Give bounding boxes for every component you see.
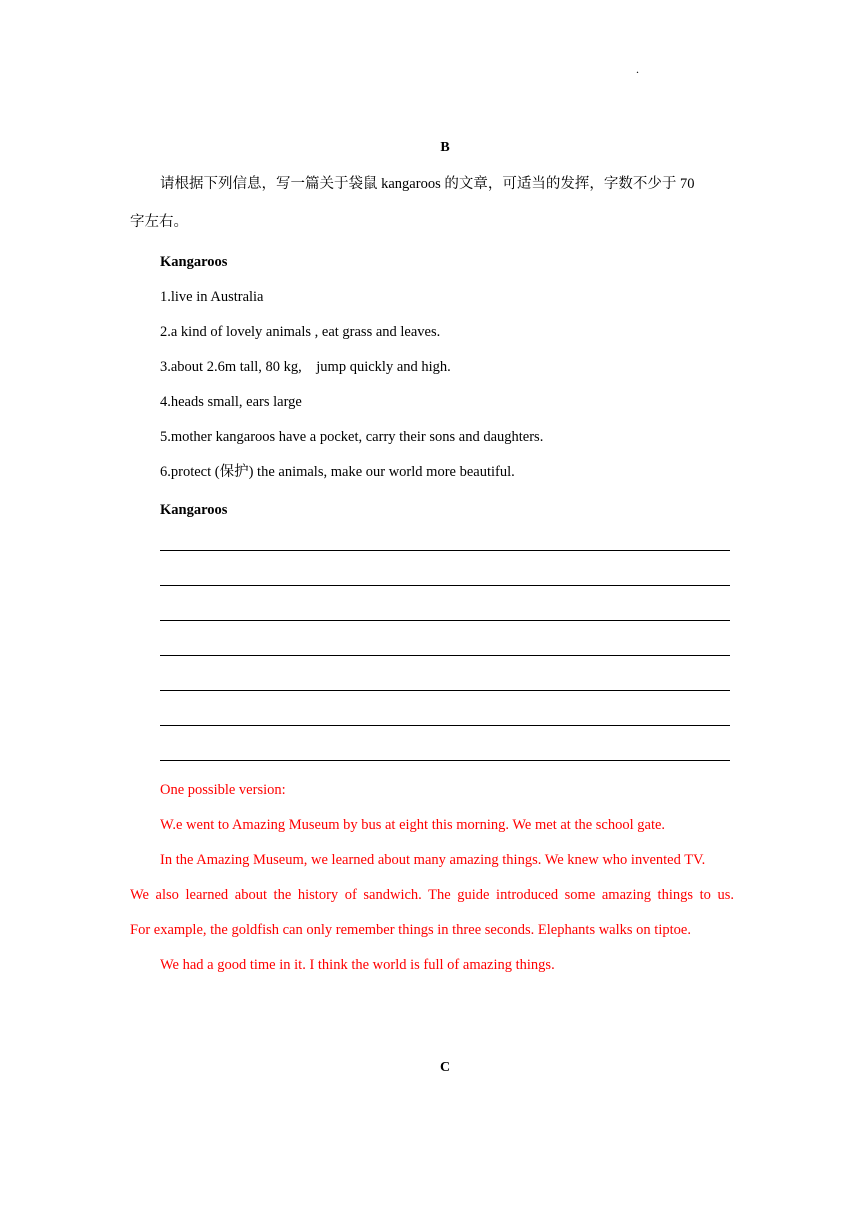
instruction-line-1: 请根据下列信息，写一篇关于袋鼠 kangaroos 的文章，可适当的发挥，字数不少于 70 [160, 176, 695, 192]
writing-line-4[interactable] [160, 655, 730, 656]
header-mark: . [636, 62, 639, 76]
answer-paragraph-3: We had a good time in it. I think the world is full of amazing things. [160, 957, 555, 973]
writing-line-7[interactable] [160, 760, 730, 761]
answer-paragraph-2-line-3: For example, the goldfish can only remember things in three seconds. Elephants walks on tiptoe. [130, 922, 691, 938]
info-item-3: 3.about 2.6m tall, 80 kg, jump quickly and high. [160, 359, 451, 375]
answer-paragraph-2-line-2: We also learned about the history of sandwich. The guide introduced some amazing things to us. [130, 887, 734, 903]
answer-paragraph-1: W.e went to Amazing Museum by bus at eight this morning. We met at the school gate. [160, 817, 666, 833]
info-item-1: 1.live in Australia [160, 289, 264, 305]
answer-paragraph-2-line-1: In the Amazing Museum, we learned about many amazing things. We knew who invented TV. [160, 852, 706, 868]
info-title: Kangaroos [160, 254, 228, 270]
answer-intro: One possible version: [160, 782, 286, 798]
info-item-6: 6.protect (保护) the animals, make our world more beautiful. [160, 464, 515, 480]
info-item-2: 2.a kind of lovely animals , eat grass and leaves. [160, 324, 441, 340]
writing-line-2[interactable] [160, 585, 730, 586]
info-item-4: 4.heads small, ears large [160, 394, 302, 410]
writing-title: Kangaroos [160, 502, 228, 518]
writing-line-6[interactable] [160, 725, 730, 726]
section-c-label: C [439, 1060, 451, 1075]
writing-line-1[interactable] [160, 550, 730, 551]
info-item-5: 5.mother kangaroos have a pocket, carry their sons and daughters. [160, 429, 544, 445]
instruction-line-2: 字左右。 [130, 214, 188, 230]
writing-line-5[interactable] [160, 690, 730, 691]
section-b-label: B [440, 140, 450, 155]
writing-line-3[interactable] [160, 620, 730, 621]
